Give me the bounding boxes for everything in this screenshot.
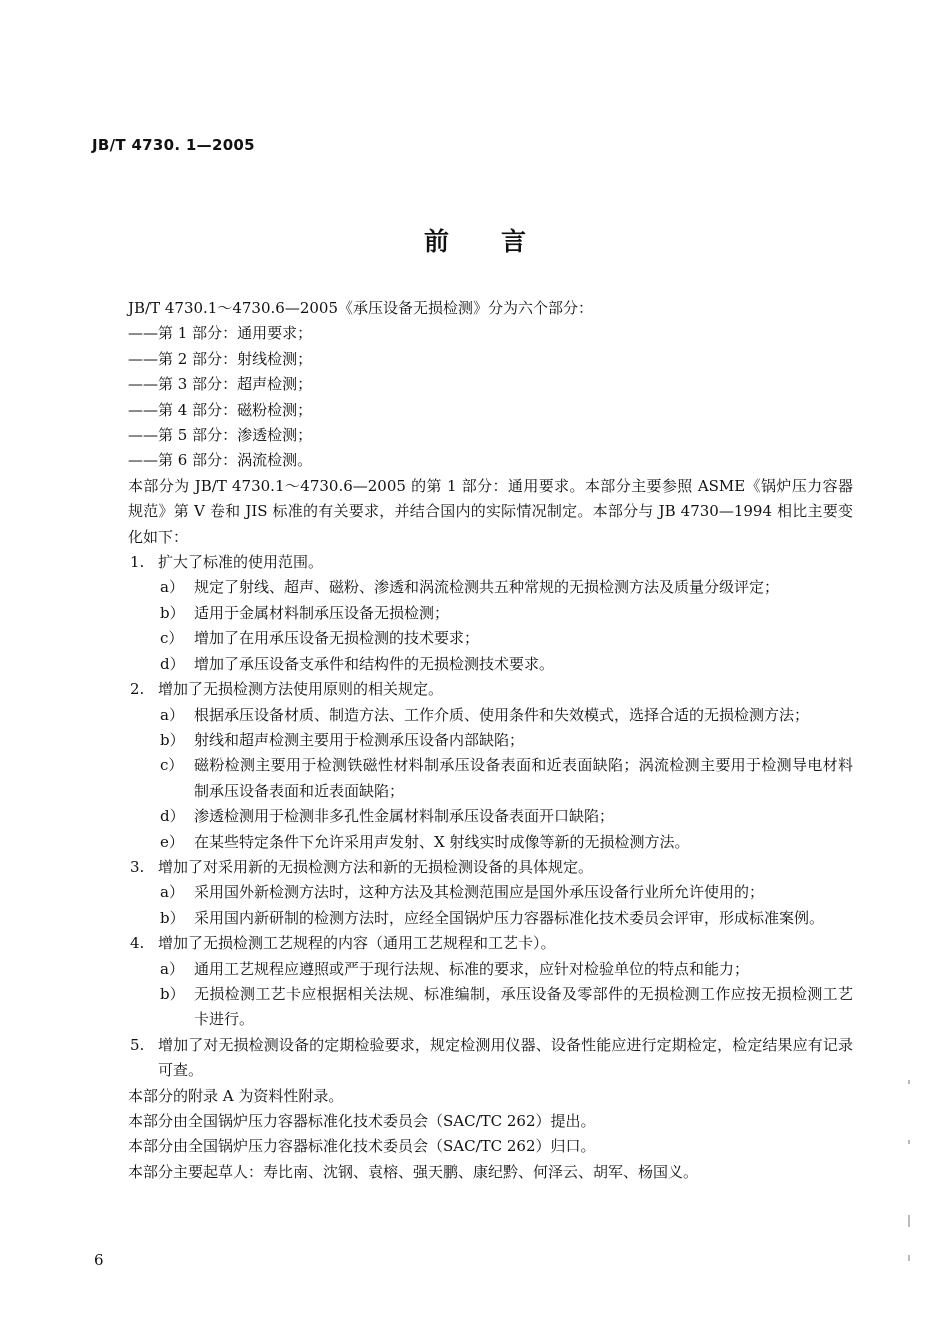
parts-list — [96, 321, 853, 473]
subitem-text: 在某些特定条件下允许采用声发射、X 射线实时成像等新的无损检测方法。 — [194, 832, 690, 851]
change-subitem — [96, 703, 853, 728]
part-item: ——第 1 部分：通用要求； — [128, 324, 313, 343]
change-item — [96, 677, 853, 702]
change-subitem — [96, 753, 853, 804]
change-text: 增加了无损检测工艺规程的内容（通用工艺规程和工艺卡）。 — [158, 934, 556, 953]
subitem-label: b） — [160, 984, 185, 1003]
subitem-label: d） — [160, 654, 185, 673]
subitem-label: a） — [160, 705, 184, 724]
change-number: 1. — [130, 553, 145, 572]
subitem-label: c） — [160, 629, 184, 648]
page-number: 6 — [94, 1251, 104, 1269]
part-item: ——第 2 部分：射线检测； — [128, 349, 313, 368]
subitem-label: b） — [160, 908, 185, 927]
closing-line: 本部分的附录 A 为资料性附录。 — [128, 1086, 344, 1105]
change-subitem — [96, 957, 853, 982]
part-item: ——第 3 部分：超声检测； — [128, 375, 313, 394]
scan-mark — [908, 1080, 910, 1084]
change-subitem — [96, 728, 853, 753]
change-item — [96, 550, 853, 575]
part-item: ——第 5 部分：渗透检测； — [128, 426, 313, 445]
change-number: 3. — [130, 857, 145, 876]
change-item — [96, 931, 853, 956]
change-number: 2. — [130, 680, 145, 699]
change-text: 增加了无损检测方法使用原则的相关规定。 — [158, 680, 444, 699]
scan-mark — [908, 1255, 910, 1261]
subitem-label: c） — [160, 756, 184, 775]
change-item — [96, 1033, 853, 1084]
change-subitem — [96, 601, 853, 626]
subitem-text: 适用于金属材料制承压设备无损检测； — [194, 603, 450, 622]
subitem-label: d） — [160, 807, 185, 826]
subitem-text: 无损检测工艺卡应根据相关法规、标准编制，承压设备及零部件的无损检测工作应按无损检测工艺卡进行。 — [194, 984, 853, 1029]
part-item: ——第 6 部分：涡流检测。 — [128, 451, 313, 470]
subitem-text: 增加了在用承压设备无损检测的技术要求； — [194, 629, 480, 648]
page-title: 前言 — [423, 227, 578, 256]
subitem-text: 采用国内新研制的检测方法时，应经全国锅炉压力容器标准化技术委员会评审，形成标准案例。 — [194, 908, 825, 927]
change-subitem — [96, 575, 853, 600]
subitem-text: 采用国外新检测方法时，这种方法及其检测范围应是国外承压设备行业所允许使用的； — [194, 883, 765, 902]
subitem-label: a） — [160, 578, 184, 597]
subitem-text: 规定了射线、超声、磁粉、渗透和涡流检测共五种常规的无损检测方法及质量分级评定； — [194, 578, 780, 597]
change-number: 4. — [130, 934, 145, 953]
standard-code: JB/T 4730. 1—2005 — [92, 136, 255, 154]
change-subitem — [96, 906, 853, 931]
subitem-label: b） — [160, 730, 185, 749]
changes-list — [96, 550, 853, 1084]
change-text: 扩大了标准的使用范围。 — [158, 553, 324, 572]
change-text: 增加了对无损检测设备的定期检验要求，规定检测用仪器、设备性能应进行定期检定，检定结果应有记录可查。 — [158, 1035, 853, 1080]
subitem-label: a） — [160, 959, 184, 978]
subitem-label: a） — [160, 883, 184, 902]
subitem-text: 增加了承压设备支承件和结构件的无损检测技术要求。 — [194, 654, 555, 673]
subitem-text: 磁粉检测主要用于检测铁磁性材料制承压设备表面和近表面缺陷；涡流检测主要用于检测导电材料制承压设备表面和近表面缺陷； — [194, 756, 853, 800]
subitem-label: e） — [160, 832, 184, 851]
change-subitem — [96, 652, 853, 677]
subitem-text: 根据承压设备材质、制造方法、工作介质、使用条件和失效模式，选择合适的无损检测方法； — [194, 705, 810, 724]
change-subitem — [96, 880, 853, 905]
change-subitem — [96, 626, 853, 651]
part-item: ——第 4 部分：磁粉检测； — [128, 400, 313, 419]
scan-mark — [908, 1215, 910, 1227]
change-subitem — [96, 830, 853, 855]
subitem-text: 渗透检测用于检测非多孔性金属材料制承压设备表面开口缺陷； — [194, 807, 615, 826]
intro-paragraph: JB/T 4730.1～4730.6—2005《承压设备无损检测》分为六个部分： — [128, 299, 594, 317]
scan-mark — [908, 1140, 910, 1144]
change-text: 增加了对采用新的无损检测方法和新的无损检测设备的具体规定。 — [158, 857, 594, 876]
subitem-label: b） — [160, 603, 185, 622]
closing-line: 本部分由全国锅炉压力容器标准化技术委员会（SAC/TC 262）归口。 — [128, 1137, 596, 1156]
closing-line: 本部分由全国锅炉压力容器标准化技术委员会（SAC/TC 262）提出。 — [128, 1112, 596, 1130]
subitem-text: 通用工艺规程应遵照或严于现行法规、标准的要求，应针对检验单位的特点和能力； — [194, 959, 750, 978]
change-item — [96, 855, 853, 880]
change-subitem — [96, 804, 853, 829]
closing-line: 本部分主要起草人：寿比南、沈钢、袁榕、强天鹏、康纪黔、何泽云、胡军、杨国义。 — [128, 1162, 699, 1181]
change-subitem — [96, 982, 853, 1033]
summary-paragraph: 本部分为 JB/T 4730.1～4730.6—2005 的第 1 部分：通用要求。本部分主要参照 ASME《锅炉压力容器规范》第 V 卷和 JIS 标准的有关要求，并结合国内的实际情况制定。本部分与 JB 4730—1994 相比主要变化如下： — [128, 476, 853, 546]
foreword-body — [96, 296, 853, 1185]
subitem-text: 射线和超声检测主要用于检测承压设备内部缺陷； — [194, 730, 525, 749]
change-number: 5. — [130, 1035, 145, 1054]
closing-list — [96, 1084, 853, 1186]
